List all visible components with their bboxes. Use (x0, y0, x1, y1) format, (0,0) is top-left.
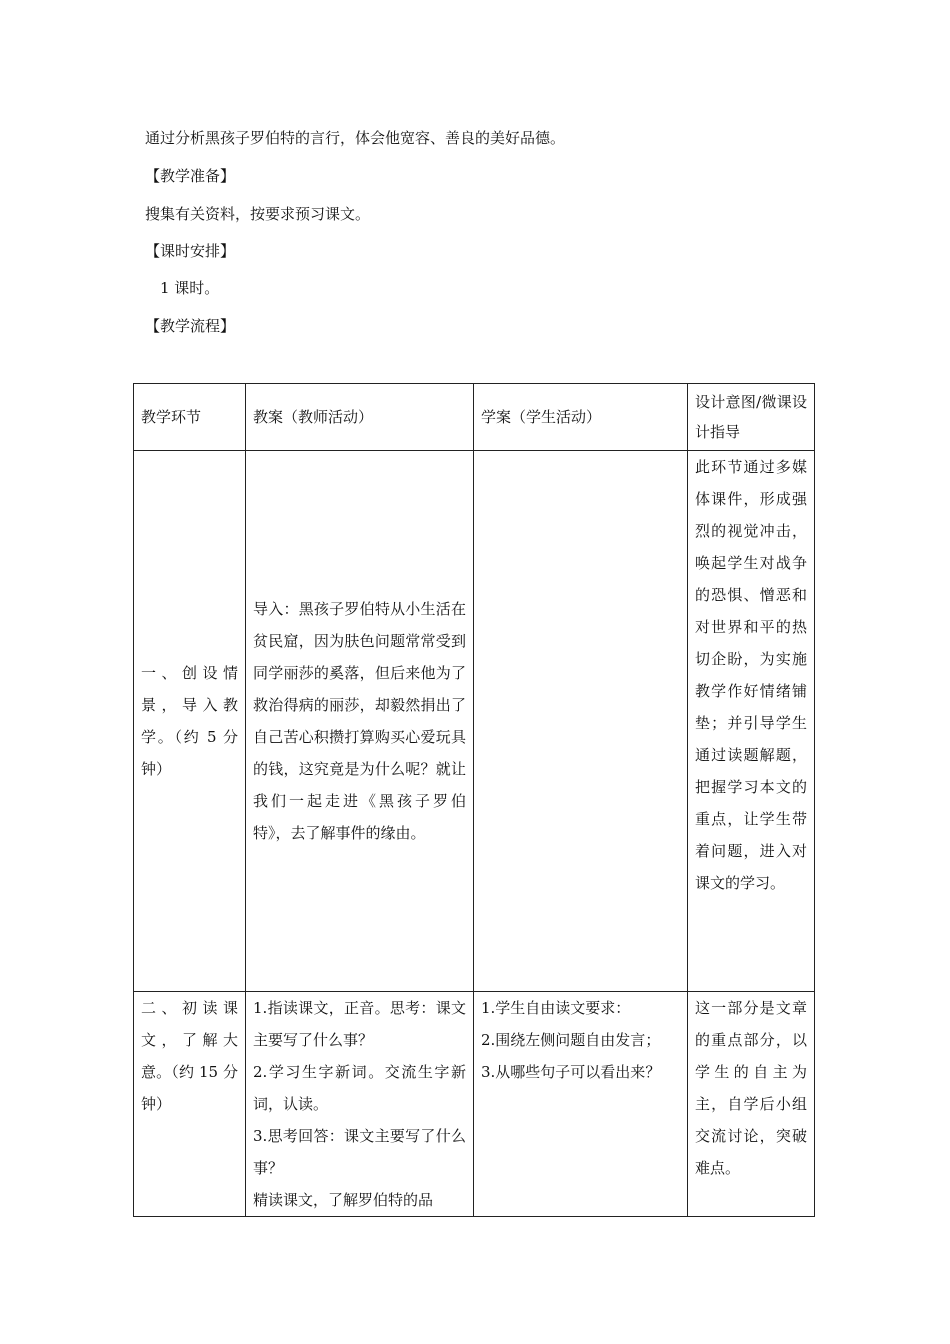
table-header-row (134, 384, 815, 451)
teacher-cell (246, 992, 474, 1217)
student-cell (474, 992, 688, 1217)
student-line: 1.学生自由读文要求： (481, 999, 631, 1017)
student-cell (474, 451, 688, 992)
student-line: 2.围绕左侧问题自由发言； (481, 1031, 661, 1049)
schedule-text: 1 课时。 (160, 279, 220, 297)
stage-cell: 二、初读课文，了解大意。（约 15 分钟） (134, 992, 246, 1217)
prep-text: 搜集有关资料，按要求预习课文。 (145, 205, 371, 223)
header-intent: 设计意图/微课设计指导 (688, 384, 815, 451)
teacher-line: 精读课文，了解罗伯特的品 (253, 1191, 434, 1209)
teacher-line: 1.指读课文，正音。思考：课文主要写了什么事？ (253, 999, 466, 1049)
header-stage: 教学环节 (134, 384, 246, 451)
teacher-line: 3.思考回答：课文主要写了什么事？ (253, 1127, 466, 1177)
teacher-cell: 导入：黑孩子罗伯特从小生活在贫民窟，因为肤色问题常常受到同学丽莎的奚落，但后来他为了救治得病的丽莎，却毅然捐出了自己苦心积攒打算购买心爱玩具的钱，这究竟是为什么呢？就让我们一起走进《黑孩子罗伯特》，去了解事件的缘由。 (246, 451, 474, 992)
schedule-heading: 【课时安排】 (145, 242, 236, 260)
objective-text: 通过分析黑孩子罗伯特的言行，体会他宽容、善良的美好品德。 (145, 129, 566, 147)
table-row (134, 992, 815, 1217)
table-row (134, 451, 815, 992)
student-line: 3.从哪些句子可以看出来？ (481, 1063, 661, 1081)
header-student: 学案（学生活动） (474, 384, 688, 451)
intent-cell: 这一部分是文章的重点部分，以学生的自主为主，自学后小组交流讨论，突破难点。 (688, 992, 815, 1217)
teacher-line: 2.学习生字新词。交流生字新词，认读。 (253, 1063, 466, 1113)
lesson-flow-table (133, 383, 815, 1217)
flow-heading: 【教学流程】 (145, 317, 236, 335)
header-teacher: 教案（教师活动） (246, 384, 474, 451)
stage-cell: 一、创设情景，导入教学。（约 5 分钟） (134, 451, 246, 992)
intent-cell: 此环节通过多媒体课件，形成强烈的视觉冲击，唤起学生对战争的恐惧、憎恶和对世界和平的热切企盼，为实施教学作好情绪铺垫；并引导学生通过读题解题，把握学习本文的重点，让学生带着问题，进入对课文的学习。 (688, 451, 815, 992)
prep-heading: 【教学准备】 (145, 167, 236, 185)
